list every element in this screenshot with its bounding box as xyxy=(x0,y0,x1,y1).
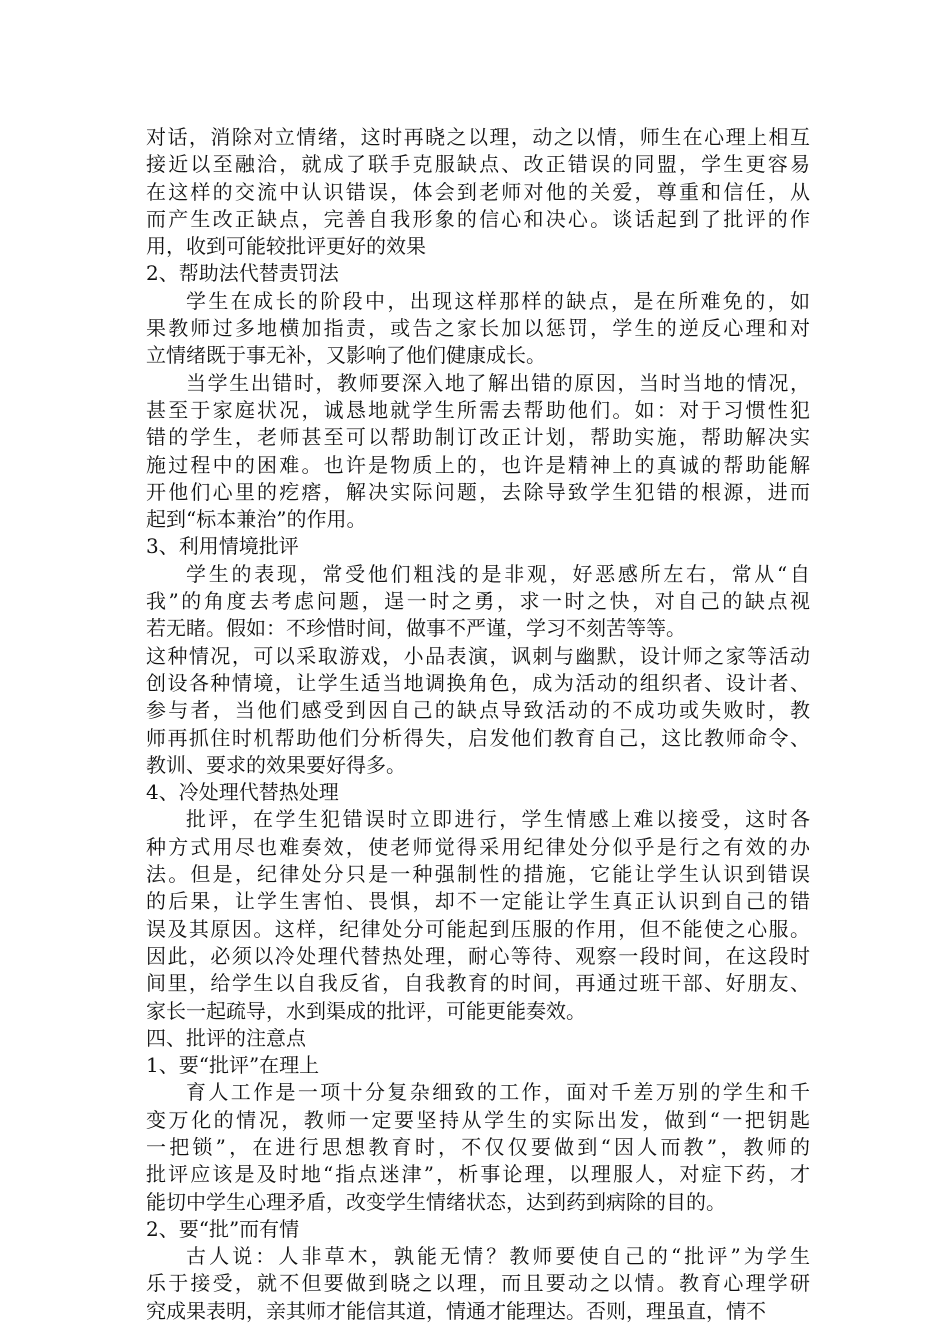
text-line: 对话，消除对立情绪，这时再晓之以理，动之以情，师生在心理上相互 xyxy=(146,125,810,149)
section-heading xyxy=(146,1052,810,1079)
text-line: 我”的角度去考虑问题，逞一时之勇，求一时之快，对自己的缺点视 xyxy=(146,589,810,614)
section-heading xyxy=(146,779,810,806)
text-line: 四、批评的注意点 xyxy=(146,1025,306,1050)
text-line: 这种情况，可以采取游戏，小品表演，讽刺与幽默，设计师之家等活动 xyxy=(146,643,810,668)
text-line: 立情绪既于事无补，又影响了他们健康成长。 xyxy=(146,343,546,368)
body-paragraph xyxy=(146,561,810,643)
text-line: 师再抓住时机帮助他们分析得失，启发他们教育自己，这比教师命令、 xyxy=(146,725,810,750)
text-line: 而产生改正缺点，完善自我形象的信心和决心。谈话起到了批评的作 xyxy=(146,206,810,231)
text-line: 参与者，当他们感受到因自己的缺点导致活动的不成功或失败时，教 xyxy=(146,698,810,723)
text-line: 2、帮助法代替责罚法 xyxy=(146,261,339,286)
text-line: 在这样的交流中认识错误，体会到老师对他的关爱，尊重和信任，从 xyxy=(146,179,810,204)
section-heading xyxy=(146,1216,810,1243)
text-line: 施过程中的困难。也许是物质上的，也许是精神上的真诚的帮助能解 xyxy=(146,452,810,477)
section-heading xyxy=(146,1025,810,1052)
document-page xyxy=(146,124,810,1325)
text-line: 2、要“批”而有情 xyxy=(146,1216,300,1241)
text-line: 甚至于家庭状况，诚恳地就学生所需去帮助他们。如：对于习惯性犯 xyxy=(146,397,810,422)
text-line: 乐于接受，就不但要做到晓之以理，而且要动之以情。教育心理学研 xyxy=(146,1271,810,1296)
body-paragraph xyxy=(146,288,810,370)
text-line: 学生的表现，常受他们粗浅的是非观，好恶感所左右，常从“自 xyxy=(186,561,810,586)
body-paragraph xyxy=(146,643,810,779)
section-heading xyxy=(146,533,810,560)
text-line: 教训、要求的效果要好得多。 xyxy=(146,752,406,777)
text-line: 法。但是，纪律处分只是一种强制性的措施，它能让学生认识到错误 xyxy=(146,862,810,887)
text-line: 错的学生，老师甚至可以帮助制订改正计划，帮助实施，帮助解决实 xyxy=(146,425,810,450)
text-line: 批评，在学生犯错误时立即进行，学生情感上难以接受，这时各 xyxy=(186,807,810,832)
text-line: 一把锁”，在进行思想教育时，不仅仅要做到“因人而教”，教师的 xyxy=(146,1134,810,1159)
text-line: 学生在成长的阶段中，出现这样那样的缺点，是在所难免的，如 xyxy=(186,288,810,313)
text-line: 批评应该是及时地“指点迷津”，析事论理，以理服人，对症下药，才 xyxy=(146,1162,810,1187)
section-heading xyxy=(146,260,810,287)
text-line: 4、冷处理代替热处理 xyxy=(146,780,339,805)
body-paragraph xyxy=(146,1243,810,1325)
text-line: 3、利用情境批评 xyxy=(146,534,299,559)
body-paragraph xyxy=(146,1079,810,1215)
text-line: 能切中学生心理矛盾，改变学生情绪状态，达到药到病除的目的。 xyxy=(146,1189,726,1214)
text-line: 果教师过多地横加指责，或告之家长加以惩罚，学生的逆反心理和对 xyxy=(146,316,810,341)
text-line: 古人说：人非草木，孰能无情？教师要使自己的“批评”为学生 xyxy=(186,1244,810,1269)
text-line: 接近以至融洽，就成了联手克服缺点、改正错误的同盟，学生更容易 xyxy=(146,152,810,177)
text-line: 创设各种情境，让学生适当地调换角色，成为活动的组织者、设计者、 xyxy=(146,670,810,695)
text-line: 开他们心里的疙瘩，解决实际问题，去除导致学生犯错的根源，进而 xyxy=(146,479,810,504)
text-line: 起到“标本兼治”的作用。 xyxy=(146,507,367,532)
text-line: 家长一起疏导，水到渠成的批评，可能更能奏效。 xyxy=(146,998,586,1023)
text-line: 若无睹。假如：不珍惜时间，做事不严谨，学习不刻苦等等。 xyxy=(146,616,686,641)
text-line: 育人工作是一项十分复杂细致的工作，面对千差万别的学生和千 xyxy=(186,1080,810,1105)
text-line: 间里，给学生以自我反省，自我教育的时间，再通过班干部、好朋友、 xyxy=(146,971,810,996)
text-line: 1、要“批评”在理上 xyxy=(146,1053,320,1078)
text-line: 种方式用尽也难奏效，使老师觉得采用纪律处分似乎是行之有效的办 xyxy=(146,834,810,859)
text-line: 当学生出错时，教师要深入地了解出错的原因，当时当地的情况， xyxy=(186,370,810,395)
text-line: 究成果表明，亲其师才能信其道，情通才能理达。否则，理虽直，情不 xyxy=(146,1298,766,1323)
text-line: 变万化的情况，教师一定要坚持从学生的实际出发，做到“一把钥匙 xyxy=(146,1107,810,1132)
text-line: 的后果，让学生害怕、畏惧，却不一定能让学生真正认识到自己的错 xyxy=(146,889,810,914)
body-paragraph xyxy=(146,370,810,534)
text-line: 误及其原因。这样，纪律处分可能起到压服的作用，但不能使之心服。 xyxy=(146,916,810,941)
body-paragraph xyxy=(146,806,810,1024)
text-line: 用，收到可能较批评更好的效果 xyxy=(146,234,426,259)
body-paragraph xyxy=(146,124,810,260)
text-line: 因此，必须以冷处理代替热处理，耐心等待、观察一段时间，在这段时 xyxy=(146,943,810,968)
